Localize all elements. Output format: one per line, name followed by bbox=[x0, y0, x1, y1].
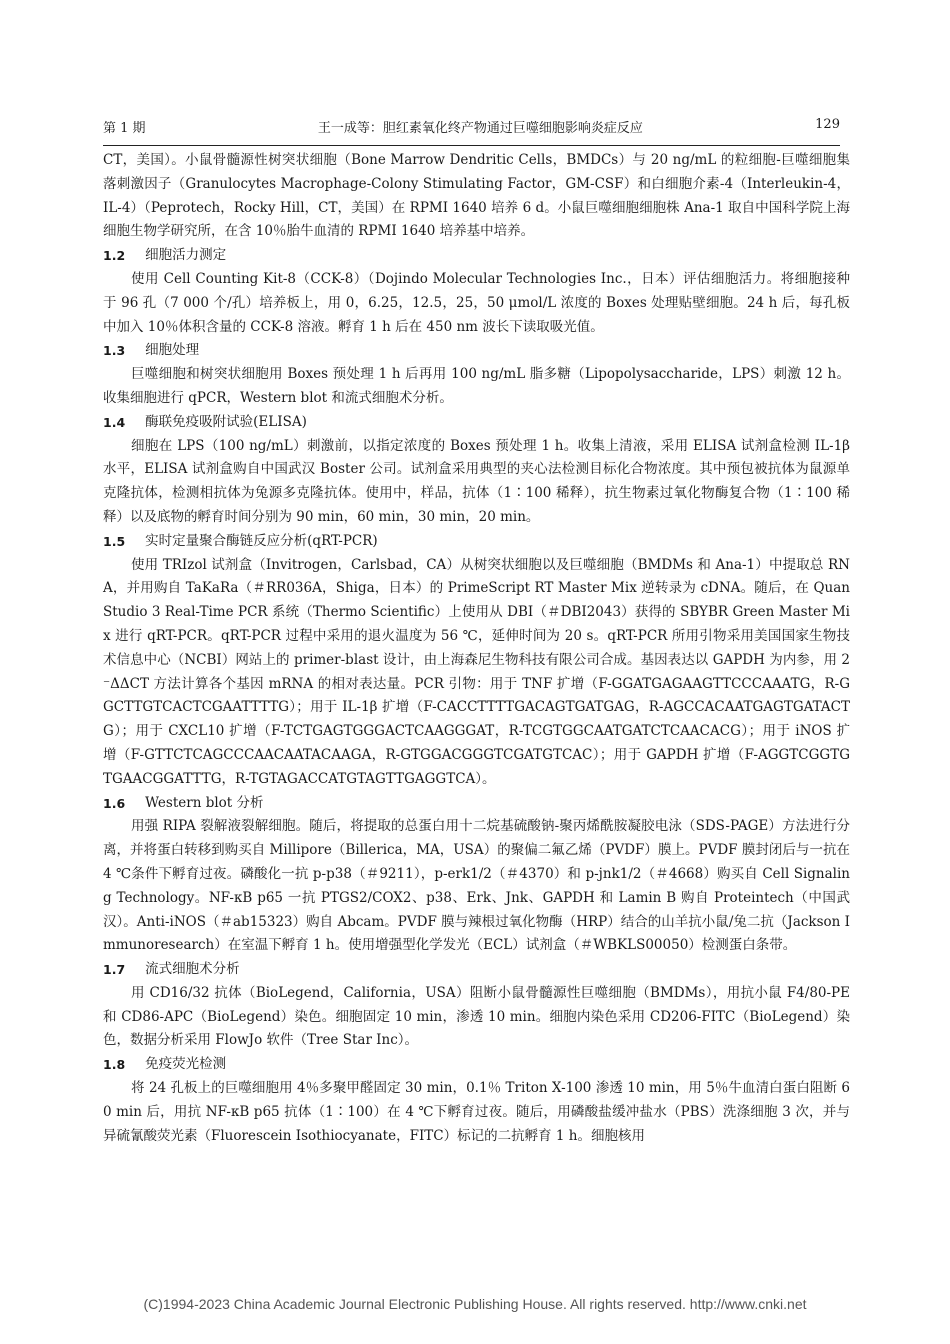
section-title: 免疫荧光检测 bbox=[145, 1056, 227, 1073]
section-body: 巨噬细胞和树突状细胞用 Boxes 预处理 1 h 后再用 100 ng/mL 脂多糖（Lipopolysaccharide，LPS）刺激 12 h。收集细胞进行 qPCR，Western blot 和流式细胞术分析。 bbox=[103, 366, 850, 406]
section-number: 1.2 bbox=[103, 248, 126, 264]
section-title: 实时定量聚合酶链反应分析(qRT-PCR) bbox=[145, 532, 378, 549]
section-heading-1-2 bbox=[103, 244, 850, 268]
section-number: 1.6 bbox=[103, 795, 126, 811]
section-number: 1.5 bbox=[103, 533, 126, 549]
section-body: 将 24 孔板上的巨噬细胞用 4％多聚甲醛固定 30 min，0.1％ Triton X-100 渗透 10 min，用 5％牛血清白蛋白阻断 60 min 后，用抗 NF-κB p65 抗体（1∶100）在 4 ℃下孵育过夜。随后，用磷酸盐缓冲盐水（PBS）洗涤细胞 3 次，并与异硫氰酸荧光素（Fluorescein Isothiocyanate，FITC）标记的二抗孵育 1 h。细胞核用 bbox=[103, 1080, 850, 1144]
section-heading-1-6 bbox=[103, 792, 850, 816]
section-number: 1.7 bbox=[103, 962, 126, 978]
issue-label: 第 1 期 bbox=[103, 121, 146, 136]
section-body: 用 CD16/32 抗体（BioLegend，California，USA）阻断小鼠骨髓源性巨噬细胞（BMDMs），用抗小鼠 F4/80-PE 和 CD86-APC（BioLegend）染色。细胞固定 10 min，渗透 10 min。细胞内染色采用 CD206-FITC（BioLegend）染色，数据分析采用 FlowJo 软件（Tree Star Inc）。 bbox=[103, 984, 850, 1049]
section-heading-1-7 bbox=[103, 958, 850, 982]
running-title: 王一成等：胆红素氧化终产物通过巨噬细胞影响炎症反应 bbox=[317, 121, 643, 136]
running-header bbox=[103, 117, 840, 146]
article-body bbox=[103, 149, 850, 1148]
section-title: 酶联免疫吸附试验(ELISA) bbox=[145, 413, 307, 430]
section-heading-1-4 bbox=[103, 411, 850, 435]
section-number: 1.4 bbox=[103, 414, 126, 430]
section-title: 流式细胞术分析 bbox=[145, 961, 240, 978]
section-body: 使用 Cell Counting Kit-8（CCK-8）（Dojindo Molecular Technologies Inc.，日本）评估细胞活力。将细胞接种于 96 孔（7 000 个/孔）培养板上，用 0，6.25，12.5，25，50 μmol/L 浓度的 Boxes 处理贴壁细胞。24 h 后，每孔板中加入 10％体积含量的 CCK-8 溶液。孵育 1 h 后在 450 nm 波长下读取吸光值。 bbox=[103, 270, 850, 335]
section-body: 用强 RIPA 裂解液裂解细胞。随后，将提取的总蛋白用十二烷基硫酸钠-聚丙烯酰胺凝胶电泳（SDS-PAGE）方法进行分离，并将蛋白转移到购买自 Millipore（Billerica，MA，USA）的聚偏二氟乙烯（PVDF）膜上。PVDF 膜封闭后与一抗在 4 ℃条件下孵育过夜。磷酸化一抗 p-p38（＃9211），p-erk1/2（＃4370）和 p-jnk1/2（＃4668）购买自 Cell Signaling Technology。NF-κB p65 一抗 PTGS2/COX2、p38、Erk、Jnk、GAPDH 和 Lamin B 购自 Proteintech（中国武汉）。Anti-iNOS（＃ab15323）购自 Abcam。PVDF 膜与辣根过氧化物酶（HRP）结合的山羊抗小鼠/兔二抗（Jackson Immunoresearch）在室温下孵育 1 h。使用增强型化学发光（ECL）试剂盒（＃WBKLS00050）检测蛋白条带。 bbox=[103, 818, 850, 954]
section-number: 1.8 bbox=[103, 1057, 126, 1073]
section-heading-1-5 bbox=[103, 530, 850, 554]
section-body: 细胞在 LPS（100 ng/mL）刺激前，以指定浓度的 Boxes 预处理 1 h。收集上清液，采用 ELISA 试剂盒检测 IL-1β 水平，ELISA 试剂盒购自中国武汉 Boster 公司。试剂盒采用典型的夹心法检测目标化合物浓度。其中预包被抗体为鼠源单克隆抗体，检测相抗体为兔源多克隆抗体。使用中，样品，抗体（1∶100 稀释），抗生物素过氧化物酶复合物（1∶100 稀释）以及底物的孵育时间分别为 90 min，60 min，30 min，20 min。 bbox=[103, 437, 850, 525]
section-heading-1-3 bbox=[103, 339, 850, 363]
section-heading-1-8 bbox=[103, 1053, 850, 1077]
section-title: 细胞处理 bbox=[145, 342, 200, 359]
section-title: 细胞活力测定 bbox=[145, 247, 227, 264]
copyright-footer: (C)1994-2023 China Academic Journal Electronic Publishing House. All rights reserved. http://www.cnki.net bbox=[143, 1296, 807, 1312]
section-number: 1.3 bbox=[103, 343, 126, 359]
section-body: 使用 TRIzol 试剂盒（Invitrogen，Carlsbad，CA）从树突状细胞以及巨噬细胞（BMDMs 和 Ana-1）中提取总 RNA，并用购自 TaKaRa（＃RR036A，Shiga，日本）的 PrimeScript RT Master Mix 逆转录为 cDNA。随后，在 QuanStudio 3 Real-Time PCR 系统（Thermo Scientific）上使用从 DBI（＃DBI2043）获得的 SBYBR Green Master Mix 进行 qRT-PCR。qRT-PCR 过程中采用的退火温度为 56 ℃，延伸时间为 20 s。qRT-PCR 所用引物采用美国国家生物技术信息中心（NCBI）网站上的 primer-blast 设计，由上海森尼生物科技有限公司合成。基因表达以 GAPDH 为内参，用 2⁻ΔΔCT 方法计算各个基因 mRNA 的相对表达量。PCR 引物：用于 TNF 扩增（F-GGATGAGAAGTTCCCAAATG，R-GGCTTGTCACTCGAATTTTG）；用于 IL-1β 扩增（F-CACCTTTTGACAGTGATGAG，R-AGCCACAATGAGTGATACTG）；用于 CXCL10 扩增（F-TCTGAGTGGGACTCAAGGGAT，R-TCGTGGCAATGATCTCAACACG）；用于 iNOS 扩增（F-GTTCTCAGCCCAACAATACAAGA，R-GTGGACGGGTCGATGTCAC）；用于 GAPDH 扩增（F-AGGTCGGTGTGAACGGATTTG，R-TGTAGACCATGTAGTTGAGGTCA）。 bbox=[103, 556, 851, 787]
section-title: Western blot 分析 bbox=[145, 794, 264, 811]
page-number: 129 bbox=[815, 117, 840, 132]
intro-paragraph: CT，美国）。小鼠骨髓源性树突状细胞（Bone Marrow Dendritic Cells，BMDCs）与 20 ng/mL 的粒细胞-巨噬细胞集落刺激因子（Granulocytes Macrophage-Colony Stimulating Factor，GM-CSF）和白细胞介素-4（Interleukin-4，IL-4）（Peprotech，Rocky Hill，CT，美国）在 RPMI 1640 培养 6 d。小鼠巨噬细胞细胞株 Ana-1 取自中国科学院上海细胞生物学研究所，在含 10％胎牛血清的 RPMI 1640 培养基中培养。 bbox=[103, 152, 850, 240]
